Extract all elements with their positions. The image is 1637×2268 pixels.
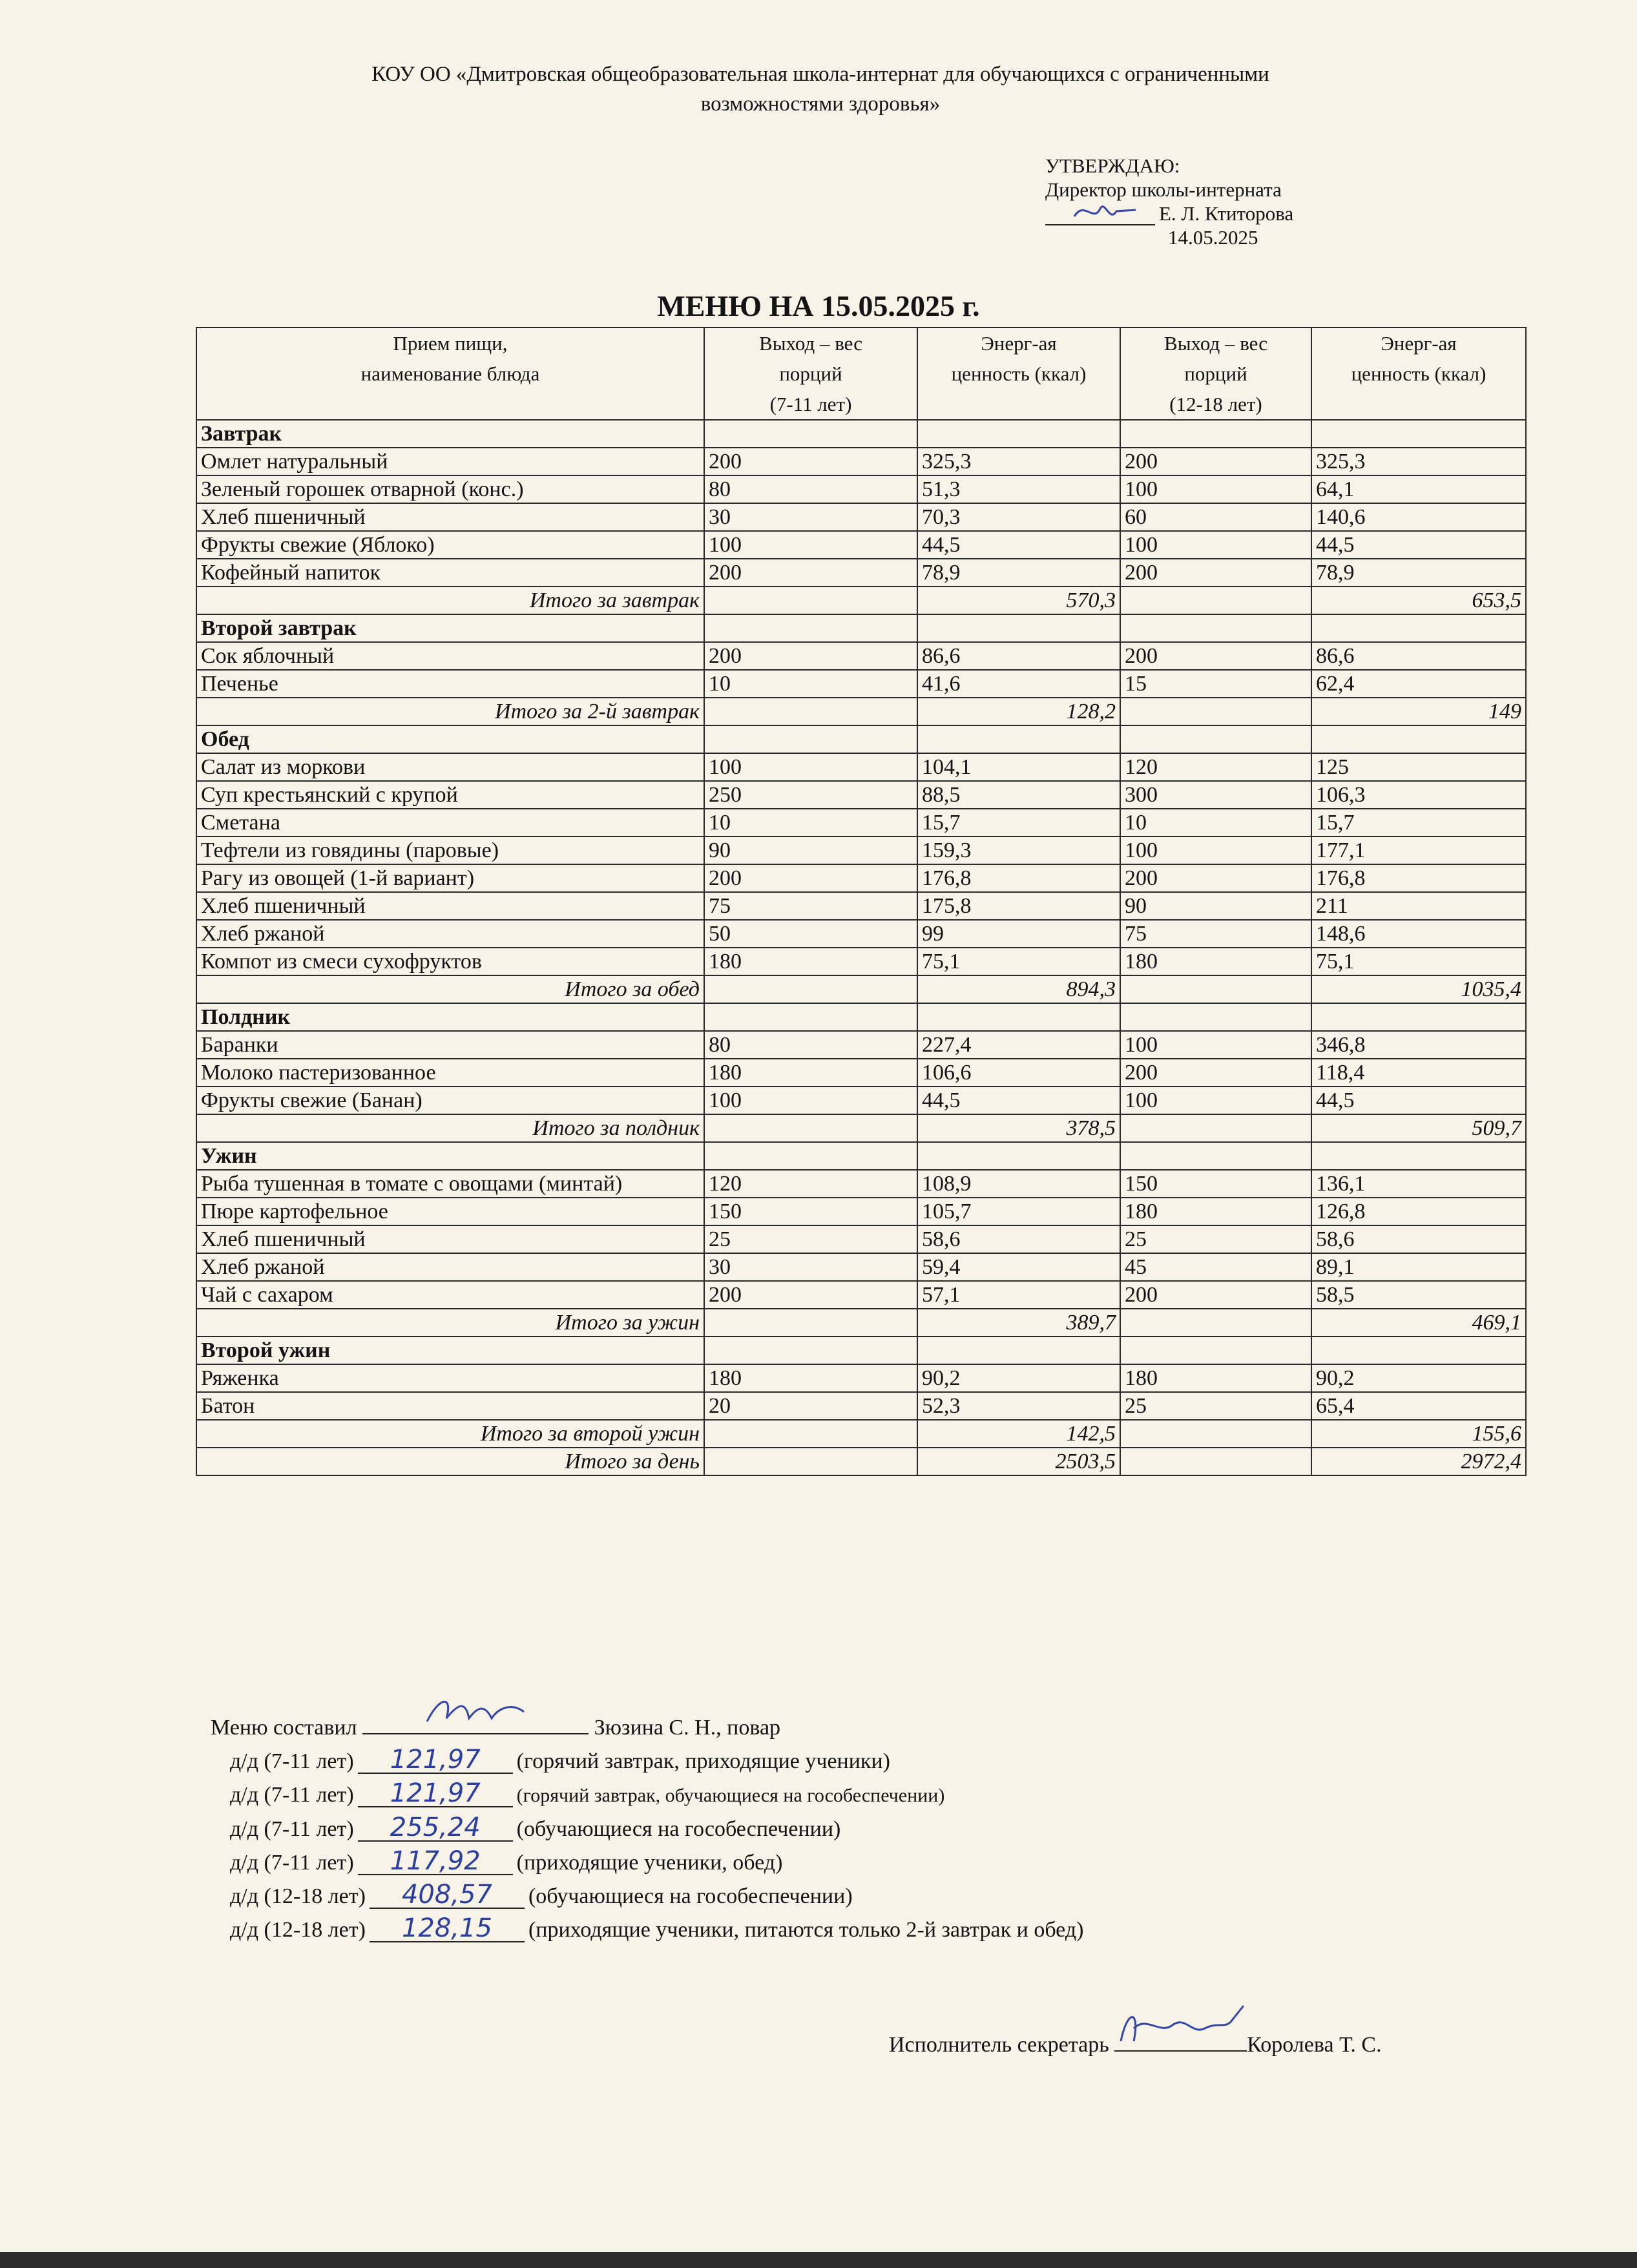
dish-name: Ряженка (196, 1364, 704, 1392)
table-cell: 120 (1120, 753, 1311, 781)
table-cell: 325,3 (917, 448, 1120, 475)
table-cell: 150 (704, 1198, 917, 1225)
total-row (196, 1420, 1526, 1448)
table-cell: 44,5 (1311, 1087, 1526, 1114)
table-cell (1311, 420, 1526, 448)
column-header-line: (7-11 лет) (769, 393, 852, 415)
table-cell: 100 (704, 753, 917, 781)
dish-name: Тефтели из говядины (паровые) (196, 837, 704, 864)
total-energy-7-11: 570,3 (917, 587, 1120, 614)
column-header-line: Выход – вес (1164, 332, 1267, 355)
approve-word: УТВЕРЖДАЮ: (1045, 154, 1180, 177)
column-header (704, 328, 917, 420)
cost-prefix: д/д (12-18 лет) (230, 1918, 366, 1942)
dish-name: Хлеб ржаной (196, 1253, 704, 1281)
table-cell: 227,4 (917, 1031, 1120, 1059)
table-cell: 106,6 (917, 1059, 1120, 1087)
column-header-line: Энерг-ая (1381, 332, 1457, 355)
dish-name: Суп крестьянский с крупой (196, 781, 704, 809)
column-header-line: порций (1184, 362, 1247, 385)
table-row (196, 475, 1526, 503)
table-cell: 57,1 (917, 1281, 1120, 1309)
total-row (196, 1309, 1526, 1337)
table-cell (704, 420, 917, 448)
director-signature-line (1045, 205, 1155, 225)
section-label: Второй завтрак (196, 614, 704, 642)
total-energy-7-11: 128,2 (917, 698, 1120, 725)
table-row (196, 1364, 1526, 1392)
section-row (196, 614, 1526, 642)
table-cell: 30 (704, 503, 917, 531)
dish-name: Баранки (196, 1031, 704, 1059)
table-cell (917, 614, 1120, 642)
table-cell: 100 (1120, 837, 1311, 864)
table-cell: 86,6 (917, 642, 1120, 670)
table-cell: 150 (1120, 1170, 1311, 1198)
table-cell (1120, 614, 1311, 642)
total-label: Итого за день (196, 1448, 704, 1475)
dish-name: Рыба тушенная в томате с овощами (минтай) (196, 1170, 704, 1198)
section-row (196, 1003, 1526, 1031)
table-cell: 65,4 (1311, 1392, 1526, 1420)
total-label: Итого за полдник (196, 1114, 704, 1142)
table-cell: 80 (704, 1031, 917, 1059)
dish-name: Сок яблочный (196, 642, 704, 670)
table-cell (917, 1003, 1120, 1031)
cost-line (211, 1913, 1503, 1947)
cost-description: (приходящие ученики, обед) (516, 1851, 783, 1875)
section-label: Обед (196, 725, 704, 753)
table-cell: 90,2 (917, 1364, 1120, 1392)
cost-prefix: д/д (7-11 лет) (230, 1851, 354, 1875)
table-cell: 180 (704, 948, 917, 975)
table-cell: 44,5 (917, 1087, 1120, 1114)
column-header-line: Выход – вес (759, 332, 862, 355)
table-cell (1120, 587, 1311, 614)
dish-name: Фрукты свежие (Яблоко) (196, 531, 704, 559)
table-row (196, 781, 1526, 809)
table-row (196, 753, 1526, 781)
column-header-line: Энерг-ая (981, 332, 1057, 355)
table-cell (704, 1448, 917, 1475)
table-cell: 10 (1120, 809, 1311, 837)
column-header-line: наименование блюда (360, 362, 540, 385)
table-cell (704, 698, 917, 725)
cost-prefix: д/д (7-11 лет) (230, 1749, 354, 1773)
table-cell (1120, 698, 1311, 725)
table-cell: 346,8 (1311, 1031, 1526, 1059)
table-cell: 45 (1120, 1253, 1311, 1281)
table-row (196, 559, 1526, 587)
table-row (196, 920, 1526, 948)
table-cell (704, 975, 917, 1003)
total-energy-7-11: 2503,5 (917, 1448, 1120, 1475)
table-cell: 104,1 (917, 753, 1120, 781)
table-cell: 100 (1120, 531, 1311, 559)
dish-name: Рагу из овощей (1-й вариант) (196, 864, 704, 892)
column-header-line: ценность (ккал) (951, 362, 1087, 385)
section-label: Полдник (196, 1003, 704, 1031)
table-cell: 58,6 (1311, 1225, 1526, 1253)
table-row (196, 1253, 1526, 1281)
section-row (196, 420, 1526, 448)
table-row (196, 837, 1526, 864)
dish-name: Молоко пастеризованное (196, 1059, 704, 1087)
total-energy-12-18: 509,7 (1311, 1114, 1526, 1142)
dish-name: Зеленый горошек отварной (конс.) (196, 475, 704, 503)
total-row (196, 1114, 1526, 1142)
section-label: Второй ужин (196, 1337, 704, 1364)
approval-block (1045, 154, 1329, 249)
total-label: Итого за обед (196, 975, 704, 1003)
cost-line (211, 1846, 1503, 1880)
cook-signature-icon (421, 1689, 530, 1734)
table-row (196, 531, 1526, 559)
dish-name: Омлет натуральный (196, 448, 704, 475)
cost-description: (горячий завтрак, приходящие ученики) (516, 1749, 890, 1773)
cost-description: (обучающиеся на гособеспечении) (516, 1817, 841, 1841)
executor-prefix: Исполнитель секретарь (889, 2033, 1109, 2057)
table-cell: 180 (1120, 1198, 1311, 1225)
composed-by-row (211, 1707, 1503, 1745)
table-cell: 59,4 (917, 1253, 1120, 1281)
approver-name: Е. Л. Ктиторова (1159, 202, 1294, 225)
table-cell (1311, 1003, 1526, 1031)
table-cell: 175,8 (917, 892, 1120, 920)
table-cell (1120, 1309, 1311, 1337)
total-energy-7-11: 894,3 (917, 975, 1120, 1003)
approver-position: Директор школы-интерната (1045, 178, 1282, 201)
table-cell: 106,3 (1311, 781, 1526, 809)
table-cell: 118,4 (1311, 1059, 1526, 1087)
cost-value: 255,24 (358, 1815, 513, 1842)
table-cell: 140,6 (1311, 503, 1526, 531)
total-row (196, 1448, 1526, 1475)
table-cell (917, 420, 1120, 448)
table-cell: 180 (704, 1059, 917, 1087)
table-cell: 15 (1120, 670, 1311, 698)
table-cell: 200 (1120, 1281, 1311, 1309)
table-cell (1120, 1114, 1311, 1142)
total-energy-7-11: 389,7 (917, 1309, 1120, 1337)
organization-header (194, 59, 1447, 119)
dish-name: Хлеб пшеничный (196, 1225, 704, 1253)
column-header (196, 328, 704, 420)
table-cell: 200 (1120, 864, 1311, 892)
column-header-line: порций (779, 362, 842, 385)
table-cell: 100 (1120, 1087, 1311, 1114)
table-cell: 300 (1120, 781, 1311, 809)
table-cell: 50 (704, 920, 917, 948)
table-row (196, 809, 1526, 837)
table-cell: 58,5 (1311, 1281, 1526, 1309)
table-cell: 250 (704, 781, 917, 809)
dish-name: Фрукты свежие (Банан) (196, 1087, 704, 1114)
section-label: Ужин (196, 1142, 704, 1170)
table-cell (1311, 1142, 1526, 1170)
table-cell: 211 (1311, 892, 1526, 920)
total-energy-12-18: 1035,4 (1311, 975, 1526, 1003)
table-cell: 75 (704, 892, 917, 920)
section-row (196, 725, 1526, 753)
cost-value: 128,15 (370, 1915, 525, 1942)
table-cell: 70,3 (917, 503, 1120, 531)
column-header (917, 328, 1120, 420)
table-cell: 180 (1120, 1364, 1311, 1392)
table-cell: 90 (1120, 892, 1311, 920)
total-energy-12-18: 155,6 (1311, 1420, 1526, 1448)
table-cell (1311, 614, 1526, 642)
table-cell (1311, 1337, 1526, 1364)
table-cell: 78,9 (1311, 559, 1526, 587)
total-energy-12-18: 2972,4 (1311, 1448, 1526, 1475)
table-cell: 100 (1120, 475, 1311, 503)
table-cell (1120, 1003, 1311, 1031)
total-label: Итого за 2-й завтрак (196, 698, 704, 725)
table-row (196, 1059, 1526, 1087)
table-cell: 100 (1120, 1031, 1311, 1059)
cost-description: (приходящие ученики, питаются только 2-й завтрак и обед) (528, 1918, 1084, 1942)
table-row (196, 503, 1526, 531)
org-line-2: возможностями здоровья» (700, 92, 941, 116)
table-cell (917, 1337, 1120, 1364)
cost-prefix: д/д (7-11 лет) (230, 1783, 354, 1807)
composed-prefix: Меню составил (211, 1716, 357, 1740)
table-cell: 200 (1120, 642, 1311, 670)
dish-name: Хлеб ржаной (196, 920, 704, 948)
table-cell: 20 (704, 1392, 917, 1420)
director-signature-icon (1071, 197, 1142, 225)
cost-line (211, 1880, 1503, 1913)
executor-row (889, 2028, 1382, 2057)
cost-description: (обучающиеся на гособеспечении) (528, 1884, 853, 1908)
table-cell (704, 1337, 917, 1364)
section-row (196, 1142, 1526, 1170)
total-energy-12-18: 149 (1311, 698, 1526, 725)
dish-name: Печенье (196, 670, 704, 698)
table-cell (1311, 725, 1526, 753)
total-row (196, 587, 1526, 614)
total-energy-7-11: 142,5 (917, 1420, 1120, 1448)
table-cell: 52,3 (917, 1392, 1120, 1420)
dish-name: Чай с сахаром (196, 1281, 704, 1309)
table-cell: 180 (704, 1364, 917, 1392)
table-cell: 159,3 (917, 837, 1120, 864)
table-cell: 176,8 (1311, 864, 1526, 892)
table-cell: 62,4 (1311, 670, 1526, 698)
table-cell: 44,5 (1311, 531, 1526, 559)
table-cell: 136,1 (1311, 1170, 1526, 1198)
dish-name: Салат из моркови (196, 753, 704, 781)
table-cell (704, 614, 917, 642)
total-energy-12-18: 469,1 (1311, 1309, 1526, 1337)
table-cell: 99 (917, 920, 1120, 948)
table-row (196, 1281, 1526, 1309)
table-cell: 75,1 (1311, 948, 1526, 975)
dish-name: Сметана (196, 809, 704, 837)
table-cell (704, 1420, 917, 1448)
section-label: Завтрак (196, 420, 704, 448)
table-cell: 325,3 (1311, 448, 1526, 475)
total-label: Итого за завтрак (196, 587, 704, 614)
column-header-line: ценность (ккал) (1351, 362, 1486, 385)
dish-name: Кофейный напиток (196, 559, 704, 587)
table-cell: 90 (704, 837, 917, 864)
table-cell: 89,1 (1311, 1253, 1526, 1281)
table-body (196, 420, 1526, 1475)
cost-value: 121,97 (358, 1780, 513, 1807)
table-row (196, 948, 1526, 975)
table-cell: 100 (704, 1087, 917, 1114)
table-cell: 51,3 (917, 475, 1120, 503)
table-cell (1120, 1420, 1311, 1448)
table-cell: 75,1 (917, 948, 1120, 975)
table-cell: 200 (704, 864, 917, 892)
menu-table (196, 327, 1527, 1476)
column-header-line: (12-18 лет) (1169, 393, 1262, 415)
table-cell (704, 1003, 917, 1031)
table-cell (1120, 1337, 1311, 1364)
table-cell: 30 (704, 1253, 917, 1281)
table-cell: 25 (704, 1225, 917, 1253)
footer-signatures (211, 1707, 1503, 1947)
table-cell: 120 (704, 1170, 917, 1198)
table-cell: 15,7 (917, 809, 1120, 837)
dish-name: Пюре картофельное (196, 1198, 704, 1225)
table-cell: 88,5 (917, 781, 1120, 809)
table-cell: 64,1 (1311, 475, 1526, 503)
table-cell: 78,9 (917, 559, 1120, 587)
table-cell (1120, 1448, 1311, 1475)
cost-line (211, 1778, 1503, 1813)
total-label: Итого за второй ужин (196, 1420, 704, 1448)
total-energy-7-11: 378,5 (917, 1114, 1120, 1142)
table-row (196, 864, 1526, 892)
table-cell: 44,5 (917, 531, 1120, 559)
cost-value: 408,57 (370, 1882, 525, 1909)
table-cell: 200 (704, 1281, 917, 1309)
table-cell: 58,6 (917, 1225, 1120, 1253)
table-cell: 105,7 (917, 1198, 1120, 1225)
cost-line (211, 1745, 1503, 1778)
page-title: МЕНЮ НА 15.05.2025 г. (657, 289, 980, 322)
table-row (196, 892, 1526, 920)
cook-signature-line (362, 1707, 589, 1734)
table-cell (704, 1142, 917, 1170)
total-row (196, 975, 1526, 1003)
table-cell: 177,1 (1311, 837, 1526, 864)
cost-line (211, 1813, 1503, 1846)
table-cell: 200 (704, 559, 917, 587)
table-cell: 200 (1120, 559, 1311, 587)
column-header-line: Прием пищи, (393, 332, 508, 355)
composed-name: Зюзина С. Н., повар (594, 1716, 781, 1740)
total-energy-12-18: 653,5 (1311, 587, 1526, 614)
table-row (196, 1170, 1526, 1198)
cost-value: 117,92 (358, 1848, 513, 1875)
table-cell: 90,2 (1311, 1364, 1526, 1392)
table-cell: 148,6 (1311, 920, 1526, 948)
table-cell: 200 (1120, 448, 1311, 475)
cost-lines (211, 1745, 1503, 1947)
table-cell: 200 (704, 448, 917, 475)
table-cell: 180 (1120, 948, 1311, 975)
table-cell (1120, 975, 1311, 1003)
table-cell (917, 725, 1120, 753)
table-row (196, 1392, 1526, 1420)
cost-description: (горячий завтрак, обучающиеся на гособеспечении) (516, 1785, 945, 1806)
table-row (196, 1031, 1526, 1059)
table-row (196, 1225, 1526, 1253)
executor-signature-line (1114, 2028, 1247, 2052)
table-cell: 10 (704, 670, 917, 698)
table-row (196, 1198, 1526, 1225)
table-cell: 41,6 (917, 670, 1120, 698)
org-line-1: КОУ ОО «Дмитровская общеобразовательная школа-интернат для обучающихся с ограниченными (371, 63, 1269, 86)
table-row (196, 1087, 1526, 1114)
table-cell (704, 1114, 917, 1142)
table-row (196, 670, 1526, 698)
column-header (1120, 328, 1311, 420)
table-cell: 100 (704, 531, 917, 559)
table-cell (704, 587, 917, 614)
table-cell: 200 (704, 642, 917, 670)
table-cell (704, 1309, 917, 1337)
table-cell: 80 (704, 475, 917, 503)
dish-name: Компот из смеси сухофруктов (196, 948, 704, 975)
table-cell: 108,9 (917, 1170, 1120, 1198)
table-cell (1120, 725, 1311, 753)
dish-name: Хлеб пшеничный (196, 503, 704, 531)
table-cell: 126,8 (1311, 1198, 1526, 1225)
table-cell: 75 (1120, 920, 1311, 948)
cost-prefix: д/д (7-11 лет) (230, 1817, 354, 1841)
cost-prefix: д/д (12-18 лет) (230, 1884, 366, 1908)
table-cell: 200 (1120, 1059, 1311, 1087)
table-cell (917, 1142, 1120, 1170)
table-cell: 86,6 (1311, 642, 1526, 670)
total-row (196, 698, 1526, 725)
dish-name: Хлеб пшеничный (196, 892, 704, 920)
table-cell: 15,7 (1311, 809, 1526, 837)
executor-name: Королева Т. С. (1247, 2033, 1382, 2057)
approval-date: 14.05.2025 (1168, 226, 1258, 249)
table-cell (704, 725, 917, 753)
column-header (1311, 328, 1526, 420)
table-header-row (196, 328, 1526, 420)
table-cell: 125 (1311, 753, 1526, 781)
executor-signature-icon (1114, 2003, 1250, 2054)
table-row (196, 642, 1526, 670)
approver-signature-row (1045, 202, 1329, 225)
table-cell: 60 (1120, 503, 1311, 531)
table-cell: 10 (704, 809, 917, 837)
table-cell (1120, 1142, 1311, 1170)
scan-bottom-edge (0, 2252, 1637, 2268)
total-label: Итого за ужин (196, 1309, 704, 1337)
table-cell: 176,8 (917, 864, 1120, 892)
dish-name: Батон (196, 1392, 704, 1420)
table-cell (1120, 420, 1311, 448)
section-row (196, 1337, 1526, 1364)
cost-value: 121,97 (358, 1747, 513, 1774)
table-cell: 25 (1120, 1225, 1311, 1253)
table-cell: 25 (1120, 1392, 1311, 1420)
table-row (196, 448, 1526, 475)
